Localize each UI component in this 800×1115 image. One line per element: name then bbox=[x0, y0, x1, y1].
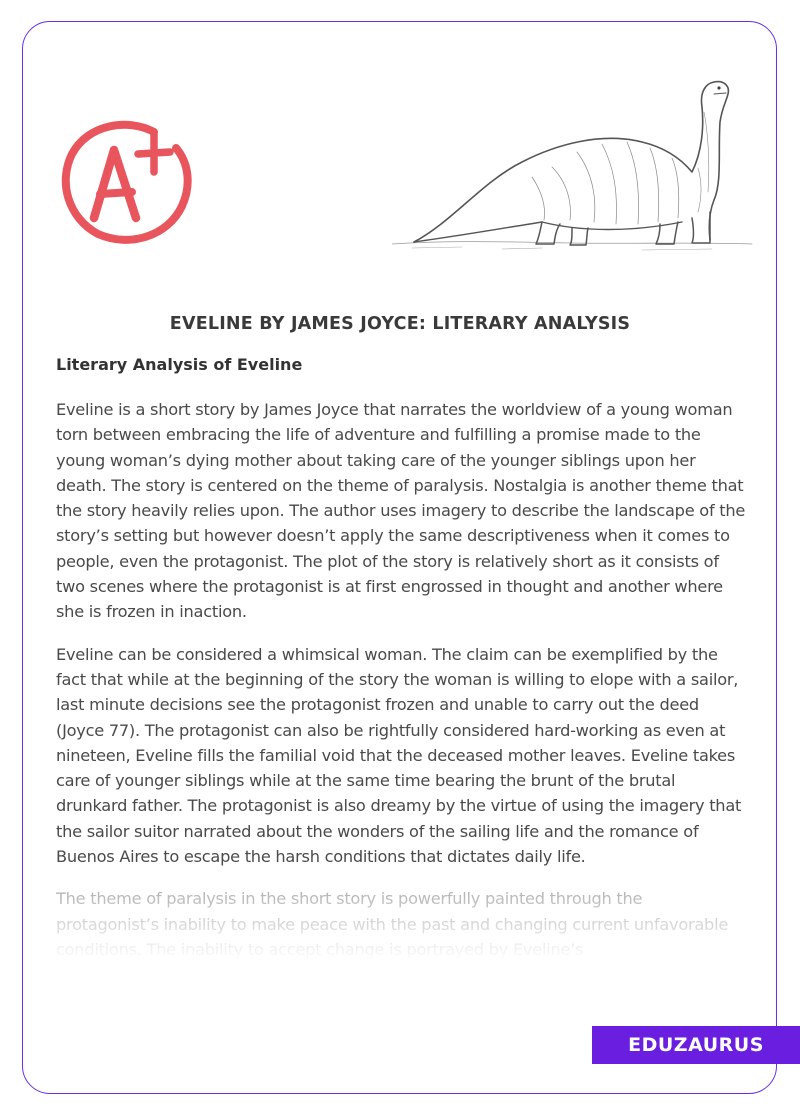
section-heading: Literary Analysis of Eveline bbox=[56, 355, 303, 374]
content-fade-overlay bbox=[40, 885, 760, 975]
paragraph: Eveline is a short story by James Joyce that narrates the worldview of a young woman torn between embracing the life of adventure and fulfilling a promise made to the young woman’s dying mother about taking care of the younger siblings upon her death. The story is centered on the theme of paralysis. Nostalgia is another theme that the story heavily relies upon. The author uses imagery to describe the landscape of the story’s setting but however doesn’t apply the same descriptiveness when it comes to people, even the protagonist. The plot of the story is relatively short as it consists of two scenes where the protagonist is at first engrossed in thought and another where she is frozen in inaction. bbox=[56, 400, 746, 622]
paragraph: Eveline can be considered a whimsical woman. The claim can be exemplified by the fact that while at the beginning of the story the woman is willing to elope with a sailor, last minute decisions see the protagonist frozen and unable to carry out the deed (Joyce 77). The protagonist can also be rightfully considered hard-working as even at nineteen, Eveline fills the familial void that the deceased mother leaves. Eveline takes care of younger siblings while at the same time bearing the brunt of the brutal drunkard father. The protagonist is also dreamy by the virtue of using the imagery that the sailor suitor narrated about the wonders of the sailing life and the romance of Buenos Aires to escape the harsh conditions that dictates daily life. bbox=[56, 644, 742, 867]
page-title: EVELINE BY JAMES JOYCE: LITERARY ANALYSIS bbox=[169, 314, 631, 334]
dinosaur-illustration bbox=[392, 72, 762, 262]
brand-badge[interactable]: EDUZAURUS bbox=[592, 1026, 800, 1064]
a-plus-grade-icon bbox=[58, 110, 196, 248]
